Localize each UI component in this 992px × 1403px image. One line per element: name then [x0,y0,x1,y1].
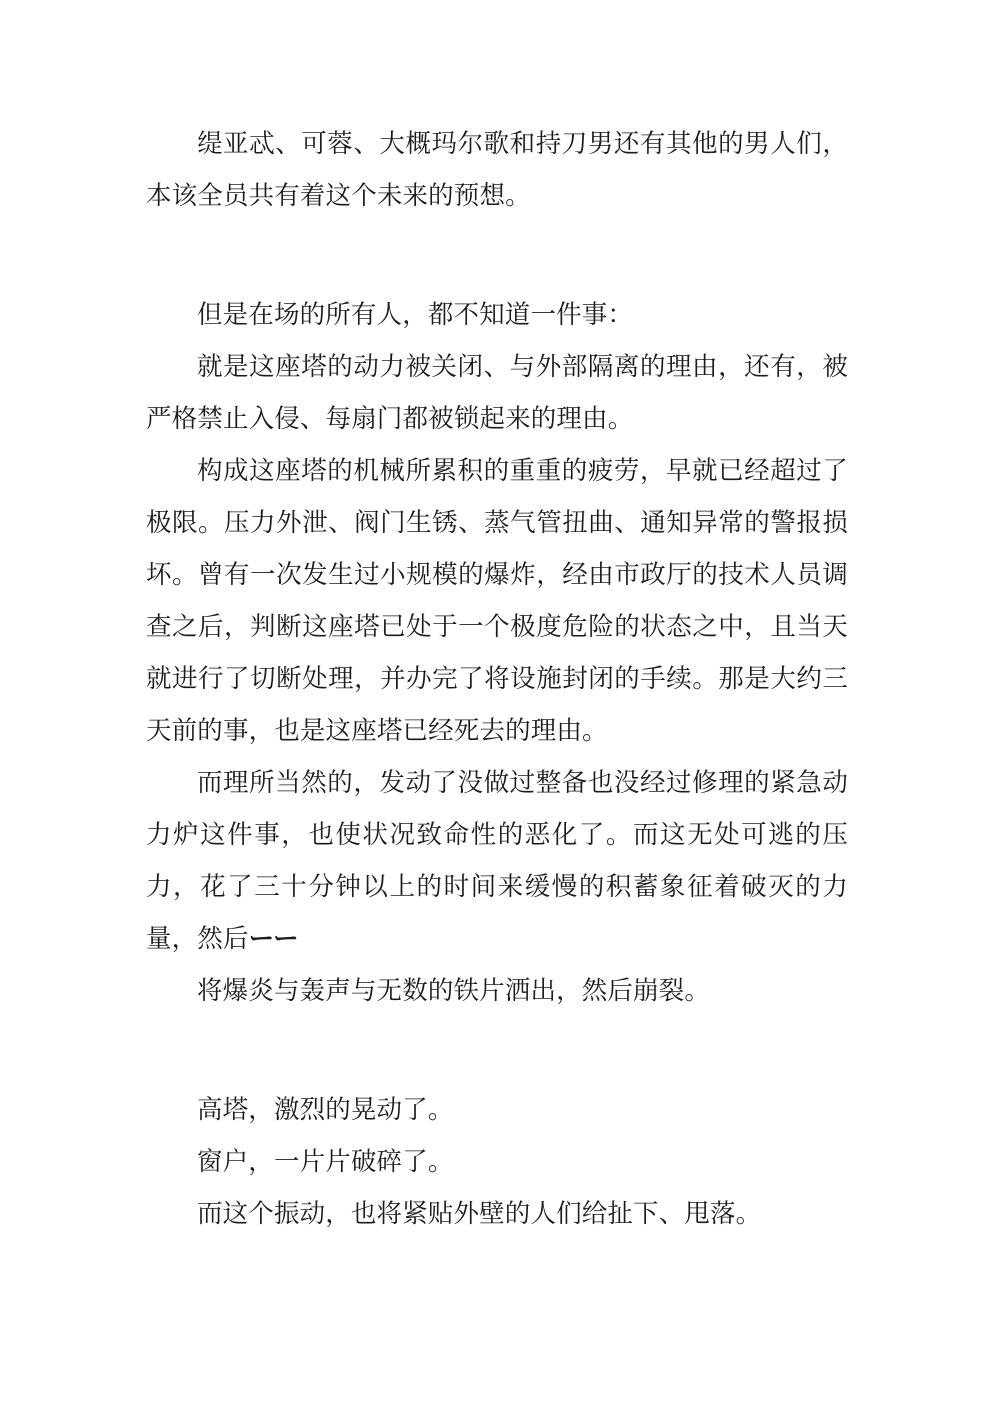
paragraph-4: 构成这座塔的机械所累积的重重的疲劳，早就已经超过了极限。压力外泄、阀门生锈、蒸气管扭曲、通知异常的警报损坏。曾有一次发生过小规模的爆炸，经由市政厅的技术人员调查之后，判断这座塔已处于一个极度危险的状态之中，且当天就进行了切断处理，并办完了将设施封闭的手续。那是大约三天前的事，也是这座塔已经死去的理由。 [146,456,848,746]
paragraph-9: 而这个振动，也将紧贴外壁的人们给扯下、甩落。 [197,1199,762,1229]
paragraph-1: 缇亚忒、可蓉、大概玛尔歌和持刀男还有其他的男人们，本该全员共有着这个未来的预想。 [146,129,848,211]
paragraph-7: 高塔，激烈的晃动了。 [197,1095,454,1125]
paragraph-5 [146,757,848,965]
paragraph-5-text: 而理所当然的，发动了没做过整备也没经过修理的紧急动力炉这件事，也使状况致命性的恶化了。而这无处可逃的压力，花了三十分钟以上的时间来缓慢的积蓄象征着破灭的力量，然后 [146,768,848,954]
paragraph-3: 就是这座塔的动力被关闭、与外部隔离的理由，还有，被严格禁止入侵、每扇门都被锁起来的理由。 [146,352,848,434]
paragraph-8: 窗户，一片片破碎了。 [197,1147,454,1177]
paragraph-5-dash-run: ーー [248,924,298,954]
paragraph-2: 但是在场的所有人，都不知道一件事： [197,300,634,330]
paragraph-6: 将爆炎与轰声与无数的铁片洒出，然后崩裂。 [197,976,711,1006]
body-text-column [146,118,848,1240]
